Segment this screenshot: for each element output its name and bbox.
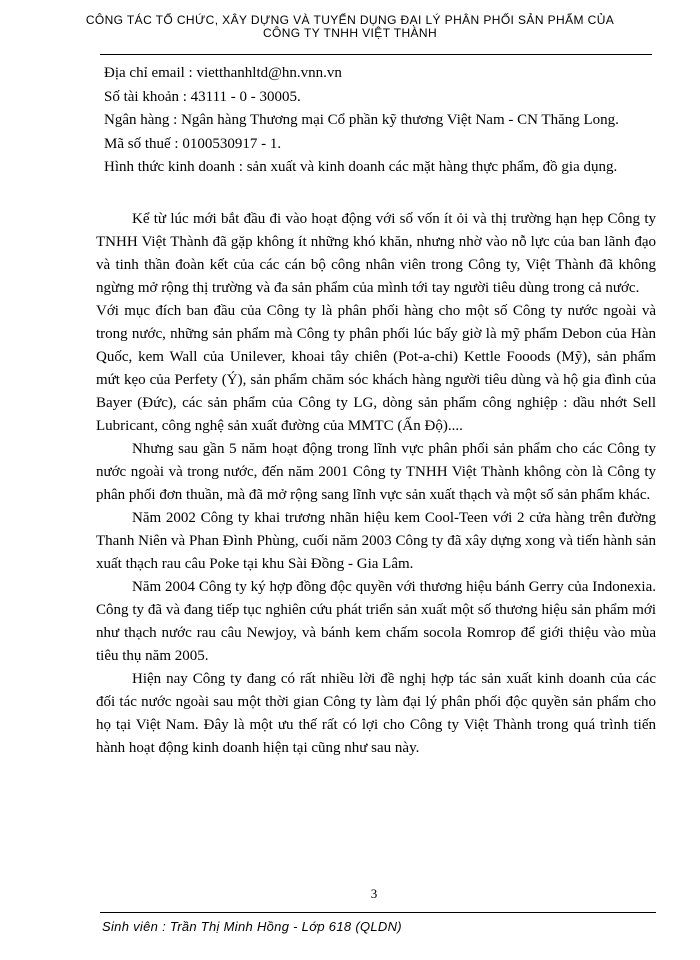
header-line-2: CÔNG TY TNHH VIỆT THÀNH bbox=[262, 26, 438, 40]
page-number: 3 bbox=[370, 886, 378, 901]
page-header bbox=[0, 14, 700, 40]
footer-divider bbox=[100, 912, 656, 913]
page-footer: Sinh viên : Trần Thị Minh Hồng - Lớp 618 (QLDN) bbox=[102, 919, 402, 934]
paragraph-4: Năm 2002 Công ty khai trương nhãn hiệu kem Cool-Teen với 2 cửa hàng trên đường Thanh Niên và Phan Đình Phùng, cuối năm 2003 Công ty đã xây dựng xong và tiến hành sản xuất thạch rau câu Poke tại khu Sài Đồng - Gia Lâm. bbox=[96, 510, 656, 572]
bank-line: Ngân hàng : Ngân hàng Thương mại Cổ phần kỹ thương Việt Nam - CN Thăng Long. bbox=[104, 112, 619, 128]
header-line-1: CÔNG TÁC TỔ CHỨC, XÂY DỰNG VÀ TUYỂN DỤNG ĐẠI LÝ PHÂN PHỐI SẢN PHẨM CỦA bbox=[85, 13, 615, 27]
paragraph-5: Năm 2004 Công ty ký hợp đồng độc quyền với thương hiệu bánh Gerry của Indonexia. Công ty đã và đang tiếp tục nghiên cứu phát triển sản xuất một số thương hiệu sản phẩm mới như thạch nước rau câu Newjoy, và bánh kem chấm socola Romrop để giới thiệu vào mùa tiêu thụ năm 2005. bbox=[96, 579, 656, 664]
body-text bbox=[96, 208, 656, 760]
paragraph-1: Kể từ lúc mới bắt đầu đi vào hoạt động với số vốn ít ỏi và thị trường hạn hẹp Công ty TNHH Việt Thành đã gặp không ít những khó khăn, nhưng nhờ vào nỗ lực của ban lãnh đạo và tinh thần đoàn kết của các cán bộ công nhân viên trong Công ty, Việt Thành đã không ngừng mở rộng thị trường và đa sản phẩm của mình tới tay người tiêu dùng trong cả nước. bbox=[96, 211, 656, 296]
paragraph-2: Với mục đích ban đầu của Công ty là phân phối hàng cho một số Công ty nước ngoài và trong nước, những sản phẩm mà Công ty phân phối lúc bấy giờ là mỹ phẩm Debon của Hàn Quốc, kem Wall của Unilever, khoai tây chiên (Pot-a-chi) Kettle Fooods (Mỹ), sản phẩm mứt kẹo của Perfety (Ý), sản phẩm chăm sóc khách hàng người tiêu dùng và hộ gia đình của Bayer (Đức), các sản phẩm của Công ty LG, dòng sản phẩm công nghiệp : dầu nhớt Sell Lubricant, công nghệ sản xuất đường của MMTC (Ấn Độ).... bbox=[96, 303, 656, 434]
paragraph-3: Nhưng sau gần 5 năm hoạt động trong lĩnh vực phân phối sản phẩm cho các Công ty nước ngoài và trong nước, đến năm 2001 Công ty TNHH Việt Thành không còn là Công ty phân phối đơn thuần, mà đã mở rộng sang lĩnh vực sản xuất thạch và một số sản phẩm khác. bbox=[96, 441, 656, 503]
paragraph-6: Hiện nay Công ty đang có rất nhiều lời đề nghị hợp tác sản xuất kinh doanh của các đối tác nước ngoài sau một thời gian Công ty làm đại lý phân phối độc quyền sản phẩm cho họ tại Việt Nam. Đây là một ưu thế rất có lợi cho Công ty Việt Thành trong quá trình tiến hành hoạt động kinh doanh hiện tại cũng như sau này. bbox=[96, 671, 656, 756]
business-line: Hình thức kinh doanh : sản xuất và kinh doanh các mặt hàng thực phẩm, đồ gia dụng. bbox=[104, 159, 618, 175]
tax-line: Mã số thuế : 0100530917 - 1. bbox=[104, 135, 282, 152]
company-info bbox=[104, 62, 664, 180]
email-line: Địa chỉ email : vietthanhltd@hn.vnn.vn bbox=[104, 65, 342, 81]
header-divider bbox=[100, 54, 652, 55]
account-line: Số tài khoản : 43111 - 0 - 30005. bbox=[104, 88, 301, 105]
